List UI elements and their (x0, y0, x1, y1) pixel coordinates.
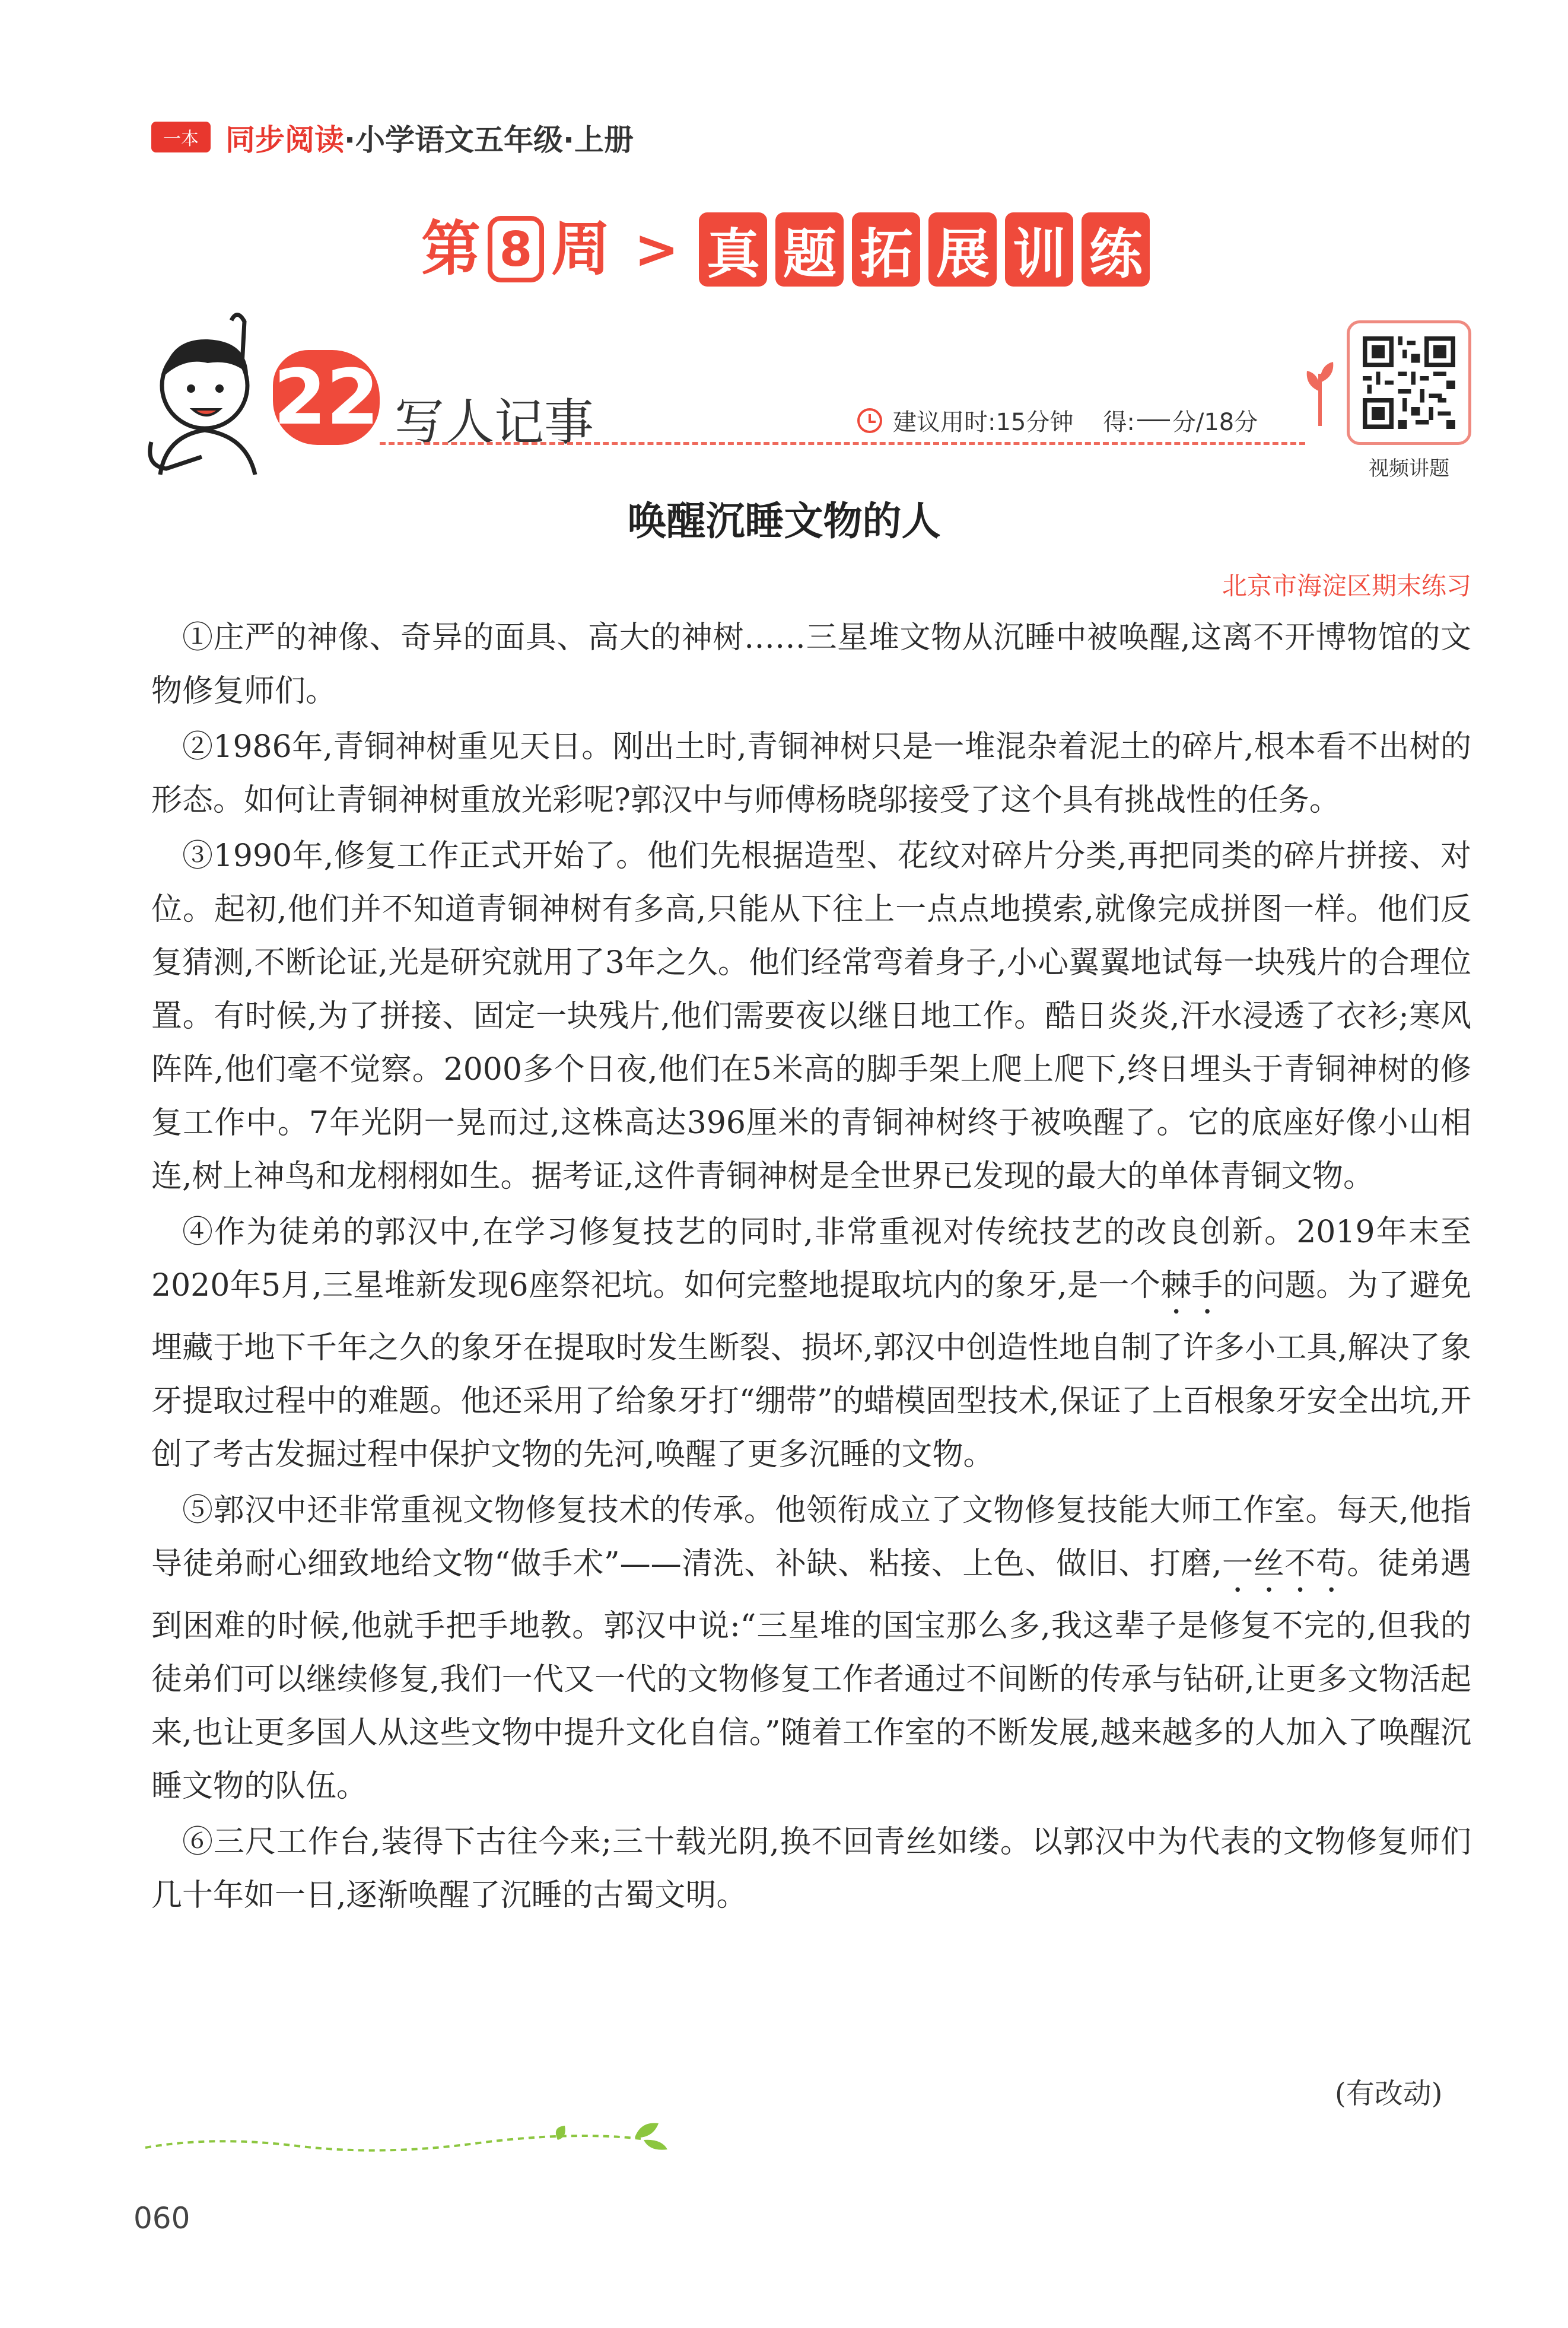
paragraph-4 (151, 1206, 1471, 1481)
paragraph-5-text: ⑤郭汉中还非常重视文物修复技术的传承。他领衔成立了文物修复技能大师工作室。每天,他指导徒弟耐心细致地给文物“做手术”——清洗、补缺、粘接、上色、做旧、打磨, (151, 1493, 1471, 1582)
paragraph-5 (151, 1484, 1471, 1813)
paragraph-4-text: ④作为徒弟的郭汉中,在学习修复技艺的同时,非常重视对传统技艺的改良创新。2019年末至2020年5月,三星堆新发现6座祭祀坑。如何完整地提取坑内的象牙,是一个 (151, 1214, 1471, 1303)
emphasized-word: 一丝不苟 (1222, 1546, 1347, 1582)
unit-title: 写人记事 (395, 393, 594, 451)
theme-char: 训 (1005, 212, 1073, 287)
sprout-icon (1302, 356, 1338, 427)
score-blank[interactable] (1137, 419, 1170, 421)
qr-code[interactable] (1347, 320, 1471, 445)
paragraph-4-text: 的问题。为了避免埋藏于地下千年之久的象牙在提取时发生断裂、损坏,郭汉中创造性地自制了许多小工具,解决了象牙提取过程中的难题。他还采用了给象牙打“绷带”的蜡模固型技术,保证了上百根象牙安全出坑,开创了考古发掘过程中保护文物的先河,唤醒了更多沉睡的文物。 (151, 1268, 1471, 1473)
paragraph-6: ⑥三尺工作台,装得下古往今来;三十载光阴,换不回青丝如缕。以郭汉中为代表的文物修复师们几十年如一日,逐渐唤醒了沉睡的古蜀文明。 (151, 1824, 1471, 1913)
article-body (151, 611, 1471, 1925)
series-badge: 一本 (151, 122, 211, 152)
paragraph-5-text: 。徒弟遇到困难的时候,他就手把手地教。郭汉中说:“三星堆的国宝那么多,我这辈子是修复不完的,但我的徒弟们可以继续修复,我们一代又一代的文物修复工作者通过不间断的传承与钻研,让更多文物活起来,也让更多国人从这些文物中提升文化自信。”随着工作室的不断发展,越来越多的人加入了唤醒沉睡文物的队伍。 (151, 1546, 1471, 1804)
theme-char: 练 (1082, 212, 1150, 287)
week-title (421, 208, 1158, 291)
theme-char: 拓 (852, 212, 920, 287)
paragraph-2: ②1986年,青铜神树重见天日。刚出土时,青铜神树只是一堆混杂着泥土的碎片,根本看不出树的形态。如何让青铜神树重放光彩呢?郭汉中与师傅杨晓邬接受了这个具有挑战性的任务。 (151, 729, 1471, 818)
divider (380, 442, 1305, 445)
vine-leaf-icon (142, 2121, 676, 2157)
time-score-row (857, 403, 1258, 437)
article-title: 唤醒沉睡文物的人 (627, 498, 941, 544)
score-total: 分/18分 (1172, 409, 1258, 436)
week-prefix: 第 (421, 214, 481, 284)
paragraph-3: ③1990年,修复工作正式开始了。他们先根据造型、花纹对碎片分类,再把同类的碎片拼接、对位。起初,他们并不知道青铜神树有多高,只能从下往上一点点地摸索,就像完成拼图一样。他们反复猜测,不断论证,光是研究就用了3年之久。他们经常弯着身子,小心翼翼地试每一块残片的合理位置。有时候,为了拼接、固定一块残片,他们需要夜以继日地工作。酷日炎炎,汗水浸透了衣衫;寒风阵阵,他们毫不觉察。2000多个日夜,他们在5米高的脚手架上爬上爬下,终日埋头于青铜神树的修复工作中。7年光阴一晃而过,这株高达396厘米的青铜神树终于被唤醒了。它的底座好像小山相连,树上神鸟和龙栩栩如生。据考证,这件青铜神树是全世界已发现的最大的单体青铜文物。 (151, 838, 1471, 1194)
theme-char: 题 (775, 212, 844, 287)
week-suffix: 周 (551, 214, 610, 284)
article-source: 北京市海淀区期末练习 (1222, 571, 1471, 600)
series-title (225, 116, 634, 159)
series-name: 同步阅读 (225, 123, 344, 157)
clock-icon (857, 408, 882, 433)
emphasized-word: 棘手 (1160, 1268, 1223, 1303)
paragraph-1: ①庄严的神像、奇异的面具、高大的神树……三星堆文物从沉睡中被唤醒,这离不开博物馆的文物修复师们。 (151, 620, 1471, 709)
week-number: 8 (488, 216, 544, 282)
revised-note: (有改动) (1335, 2077, 1443, 2110)
theme-char: 展 (928, 212, 997, 287)
page-number: 060 (133, 2201, 190, 2235)
series-grade: ·小学语文五年级·上册 (344, 123, 634, 157)
qr-caption: 视频讲题 (1369, 457, 1449, 481)
mascot-boy-icon (142, 309, 279, 481)
qr-code-icon (1363, 336, 1455, 429)
theme-char: 真 (699, 212, 767, 287)
score-label: 得: (1103, 409, 1135, 436)
chevron-right-icon: > (634, 218, 679, 281)
time-label: 建议用时:15分钟 (893, 409, 1074, 436)
unit-number: 22 (273, 350, 380, 445)
